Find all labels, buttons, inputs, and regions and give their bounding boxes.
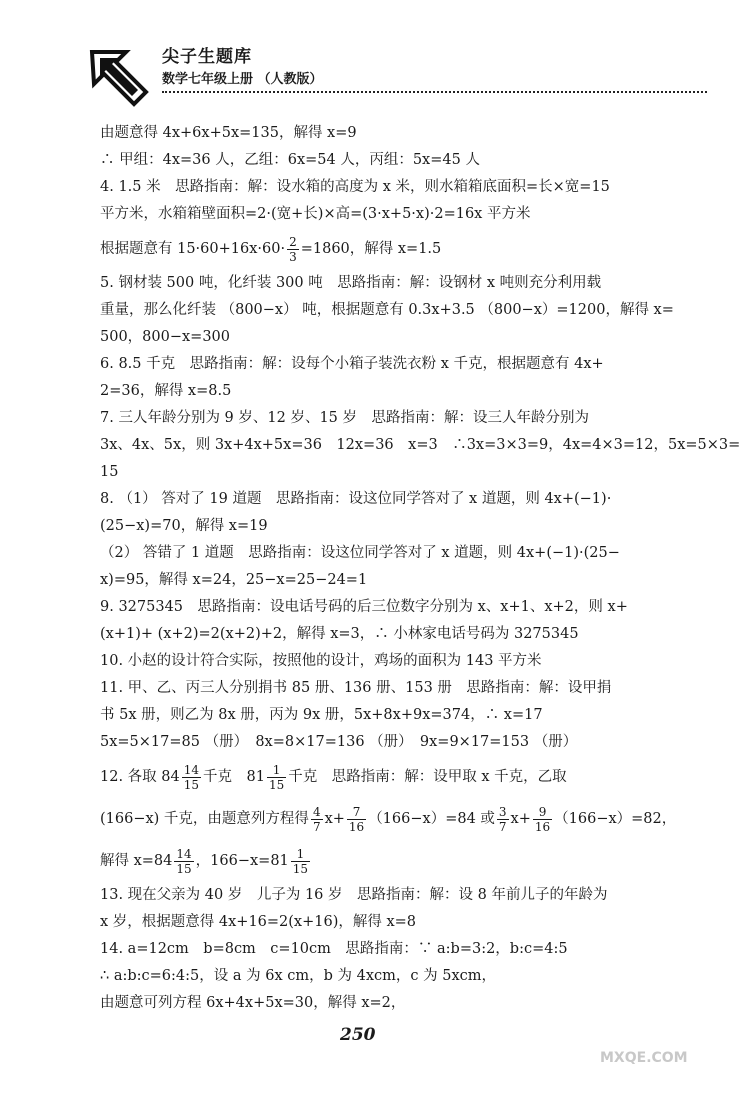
text-line: 5x=5×17=85 （册） 8x=8×17=136 （册） 9x=9×17=153 （册） [100, 734, 578, 750]
text-line: （2） 答错了 1 道题 思路指南：设这位同学答对了 x 道题，则 4x+(−1)·(25− [100, 545, 620, 561]
text-line: x)=95，解得 x=24，25−x=25−24=1 [100, 572, 368, 588]
fraction [174, 847, 193, 876]
text-segment: x+ [324, 811, 345, 827]
text-line-with-fraction [100, 840, 710, 882]
text-line-with-fraction [100, 228, 710, 270]
fraction-numerator: 3 [498, 804, 507, 819]
book-subtitle: 数学七年级上册 （人教版） [162, 72, 323, 87]
text-line: 重量，那么化纤装 （800−x） 吨，根据题意有 0.3x+3.5 （800−x）=1200，解得 x= [100, 302, 674, 318]
fraction [533, 805, 552, 834]
text-segment: 解得 x=84 [100, 853, 173, 869]
fraction-denominator: 7 [312, 819, 321, 834]
fraction-numerator: 14 [183, 762, 200, 777]
text-line: 14. a=12cm b=8cm c=10cm 思路指南：∵ a:b=3:2，b:c=4:5 [100, 941, 568, 957]
fraction-numerator: 1 [291, 847, 310, 862]
text-line: 11. 甲、乙、丙三人分别捐书 85 册、136 册、153 册 思路指南：解：设甲捐 [100, 680, 612, 696]
fraction-denominator: 7 [498, 819, 507, 834]
fraction-numerator: 1 [267, 763, 286, 778]
text-line-with-fraction [100, 756, 710, 798]
text-segment: 千克 81 [203, 769, 265, 785]
answer-content [100, 120, 741, 1017]
text-line: ∴ a:b:c=6:4:5，设 a 为 6x cm，b 为 4xcm，c 为 5xcm， [100, 968, 496, 984]
text-line: 13. 现在父亲为 40 岁 儿子为 16 岁 思路指南：解：设 8 年前儿子的年龄为 [100, 887, 608, 903]
fraction-numerator: 2 [289, 234, 297, 249]
text-segment: 根据题意有 15·60+16x·60· [100, 241, 286, 257]
text-line: ∴ 甲组：4x=36 人，乙组：6x=54 人，丙组：5x=45 人 [100, 152, 480, 168]
text-segment: 12. 各取 84 [100, 769, 180, 785]
text-line: (x+1)+ (x+2)=2(x+2)+2，解得 x=3，∴ 小林家电话号码为 3275345 [100, 626, 579, 642]
fraction [347, 805, 366, 834]
text-line: 5. 钢材装 500 吨，化纤装 300 吨 思路指南：解：设钢材 x 吨则充分利用载 [100, 275, 602, 291]
text-line: 500，800−x=300 [100, 329, 231, 345]
fraction-denominator: 16 [534, 819, 551, 834]
text-line: x 岁，根据题意得 4x+16=2(x+16)，解得 x=8 [100, 914, 417, 930]
fraction [287, 235, 299, 264]
text-line: 3x、4x、5x，则 3x+4x+5x=36 12x=36 x=3 ∴3x=3×3=9，4x=4×3=12，5x=5×3= [100, 437, 741, 453]
fraction [291, 847, 310, 876]
fraction-denominator: 15 [292, 861, 309, 876]
text-segment: x+ [510, 811, 531, 827]
page-number: 250 [340, 1025, 376, 1045]
text-line: 书 5x 册，则乙为 8x 册，丙为 9x 册，5x+8x+9x=374，∴ x=17 [100, 707, 543, 723]
fraction [267, 763, 286, 792]
fraction [497, 805, 509, 834]
text-line: 6. 8.5 千克 思路指南：解：设每个小箱子装洗衣粉 x 千克，根据题意有 4x+ [100, 356, 604, 372]
text-line: 平方米，水箱箱壁面积=2·(宽+长)×高=(3·x+5·x)·2=16x 平方米 [100, 206, 531, 222]
fraction [182, 763, 201, 792]
text-segment: 千克 思路指南：解：设甲取 x 千克，乙取 [288, 769, 567, 785]
text-segment: ，166−x=81 [195, 853, 289, 869]
fraction-numerator: 4 [312, 804, 321, 819]
book-title: 尖子生题库 [162, 47, 252, 67]
text-line: 由题意得 4x+6x+5x=135，解得 x=9 [100, 125, 357, 141]
watermark-logo: MXQE.COM [600, 1050, 688, 1066]
text-line: 15 [100, 464, 119, 480]
text-segment: （166−x）=82， [554, 811, 677, 827]
header-divider [162, 91, 707, 93]
fraction-numerator: 7 [347, 805, 366, 820]
text-line: 9. 3275345 思路指南：设电话号码的后三位数字分别为 x、x+1、x+2，则 x+ [100, 599, 628, 615]
text-segment: （166−x）=84 或 [368, 811, 495, 827]
fraction-denominator: 15 [183, 777, 200, 792]
fraction-numerator: 9 [533, 805, 552, 820]
text-segment: (166−x) 千克，由题意列方程得 [100, 811, 309, 827]
text-line: 8. （1） 答对了 19 道题 思路指南：设这位同学答对了 x 道题，则 4x+(−1)· [100, 491, 612, 507]
text-line: 由题意可列方程 6x+4x+5x=30，解得 x=2， [100, 995, 406, 1011]
fraction-denominator: 15 [268, 777, 285, 792]
text-line: 10. 小赵的设计符合实际，按照他的设计，鸡场的面积为 143 平方米 [100, 653, 542, 669]
fraction-denominator: 15 [176, 861, 192, 876]
fraction-denominator: 16 [348, 819, 365, 834]
text-line: 4. 1.5 米 思路指南：解：设水箱的高度为 x 米，则水箱箱底面积=长×宽=15 [100, 179, 610, 195]
text-line: 7. 三人年龄分别为 9 岁、12 岁、15 岁 思路指南：解：设三人年龄分别为 [100, 410, 590, 426]
text-line-with-fraction [100, 798, 710, 840]
arrow-logo-icon [86, 44, 152, 110]
fraction-numerator: 14 [176, 846, 192, 861]
text-line: (25−x)=70，解得 x=19 [100, 518, 268, 534]
text-segment: =1860，解得 x=1.5 [300, 241, 442, 257]
fraction-denominator: 3 [289, 249, 297, 264]
page-header [86, 40, 706, 110]
text-line: 2=36，解得 x=8.5 [100, 383, 232, 399]
fraction [311, 805, 323, 834]
